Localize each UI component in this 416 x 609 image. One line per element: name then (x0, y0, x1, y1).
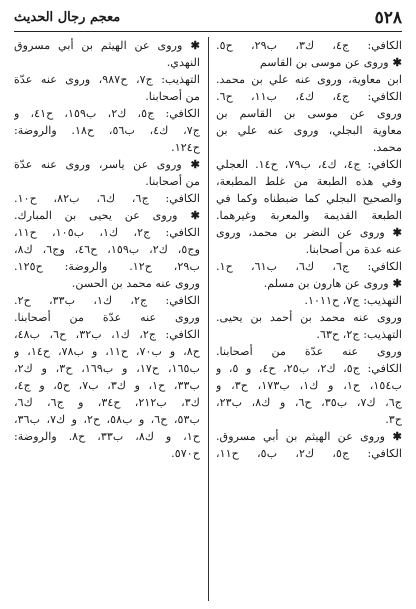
text-line (216, 445, 402, 462)
bullet-icon: ✱ (384, 225, 402, 239)
bullet-icon: ✱ (177, 208, 200, 222)
text-line (14, 292, 200, 309)
line-text: التهذيب: ج٧، ح١٠١١. (304, 294, 402, 307)
line-text: وج٥، ك٢، ب١٥٩، ح٤٦، وج٦، ك٨، (14, 243, 200, 256)
text-line (14, 190, 200, 207)
text-line (216, 428, 402, 445)
line-text: وروى عنه محمد بن أحمد بن يحيى. (216, 311, 402, 324)
line-text: وروى عنه محمد بن الحسن. (71, 277, 200, 290)
line-text: عنه عدة من أصحابنا. (305, 243, 402, 256)
text-line (14, 309, 200, 326)
line-text: الكافي: ج٢، ك١، ب٣٢، ح٦، ب٤٨، (14, 328, 200, 341)
line-text: الكافي: ج٦، ك٦، ب٨٢، ح١٠. (14, 192, 200, 205)
text-line (14, 71, 200, 88)
left-column (14, 37, 200, 462)
line-text: الكافي: ج٤، ك٣، ب٢٩، ح٥. (216, 39, 402, 52)
page-header (14, 8, 402, 30)
text-line (216, 54, 402, 71)
line-text: ك٣، ب٢١٢، ح٣٤، و ج٦، ك٦، (14, 396, 200, 409)
text-line (14, 54, 200, 71)
line-text: وروى عن هارون بن مسلم. (263, 277, 389, 290)
text-line (216, 224, 402, 241)
right-column (216, 37, 402, 462)
text-line (14, 105, 200, 122)
text-line (14, 343, 200, 360)
line-text: ح١، و ك٨، ب٣٣، ح٨. والروضة: (14, 430, 200, 443)
text-line (14, 122, 200, 139)
line-text: ب١٦٥، ح١٧، و ب١٦٩، ح٣، و ك٢، (14, 362, 200, 375)
line-text: الكافي: ج٤، ك٤، ب١١، ح٦. (216, 90, 402, 103)
text-line (14, 139, 200, 156)
line-text: وروى عن يحيى بن المبارك. (14, 209, 178, 222)
text-line (14, 275, 200, 292)
text-line (14, 377, 200, 394)
text-line (216, 309, 402, 326)
text-line (14, 156, 200, 173)
text-line (14, 445, 200, 462)
text-line (216, 326, 402, 343)
line-text: النهدي. (166, 56, 200, 69)
line-text: والصحيح البجلي كما ضبطناه وكما في (216, 192, 402, 205)
text-line (14, 37, 200, 54)
text-line (216, 275, 402, 292)
text-line (14, 411, 200, 428)
text-line (216, 377, 402, 394)
line-text: ح٨، و ب٧٠، ح١١، و ب٧٨، ح١٤، و (14, 345, 200, 358)
line-text: وروى عن موسى بن القاسم بن (216, 107, 402, 120)
column-divider (208, 37, 209, 601)
text-line (216, 37, 402, 54)
line-text: ج٦، ك٧، ب٣٥، ح٦، و ك٨، ب٢٣، (216, 396, 402, 409)
line-text: الكافي: ج٥، ك٢، ب٥، ح١١، (216, 447, 402, 460)
text-line (14, 173, 200, 190)
text-line (216, 411, 402, 428)
line-text: وروى عن ياسر، وروى عنه عدّة (14, 158, 182, 171)
text-line (216, 207, 402, 224)
line-text: وروى عنه عدّة من أصحابنا. (216, 345, 402, 358)
line-text: وروى عن الهيثم بن أبي مسروق. (216, 430, 386, 443)
line-text: التهذيب: ج٧، ح٩٨٧، وروى عنه عدّة (14, 73, 200, 86)
text-line (216, 241, 402, 258)
text-line (216, 122, 402, 139)
text-line (216, 292, 402, 309)
line-text: ب١٥٤، ح١، و ك١، ب١٧٣، ح٣، و (216, 379, 402, 392)
line-text: التهذيب: ج٢، ح٦٣. (316, 328, 402, 341)
bullet-icon: ✱ (388, 276, 402, 290)
line-text: الكافي: ج٤، ك٤، ب٧٩، ح١٤. العجلي (216, 158, 402, 171)
text-line (14, 224, 200, 241)
text-line (14, 88, 200, 105)
line-text: ح١٢٤. (171, 141, 200, 154)
line-text: ح٣. (385, 413, 402, 426)
line-text: وروى عن الهيثم بن أبي مسروق (14, 39, 183, 52)
text-line (216, 258, 402, 275)
line-text: من أصحابنا. (145, 175, 200, 188)
line-text: الطبعة القديمة والمعربة وغيرهما. (216, 209, 402, 222)
line-text: ب٥٣، ح٦، و ب٥٨، ح٢، و ك٧، ب٣٦، (14, 413, 200, 426)
text-line (14, 360, 200, 377)
line-text: ج٧، ك٤، ب٥٦، ح١٨. والروضة: (14, 124, 200, 137)
text-line (14, 394, 200, 411)
line-text: الكافي: ج٢، ك١، ب٣٣، ح٢. (14, 294, 200, 307)
text-line (216, 71, 402, 88)
line-text: الكافي: ج٥، ك٢، ب١٥٩، ح٤١، و (14, 107, 200, 120)
line-text: ب٢٩، ح١٢. والروضة: ح١٢٥. (14, 260, 200, 273)
text-line (216, 343, 402, 360)
text-line (216, 360, 402, 377)
text-line (14, 241, 200, 258)
text-line (216, 173, 402, 190)
header-rule (14, 31, 402, 32)
page-number: ٥٢٨ (374, 8, 402, 28)
bullet-icon: ✱ (182, 38, 200, 52)
line-text: وروى عنه عدّة من أصحابنا. (14, 311, 200, 324)
text-line (216, 156, 402, 173)
line-text: ابن معاوية، وروى عنه علي بن محمد. (216, 73, 402, 86)
line-text: ب٣٣، ح١، و ك٣، ب٧، ح٥، و ج٤، (14, 379, 200, 392)
line-text: من أصحابنا. (145, 90, 200, 103)
line-text: محمد. (372, 141, 402, 154)
running-title: معجم رجال الحديث (14, 10, 121, 25)
line-text: وفي هذه الطبعة من غلط المطبعة، (216, 175, 402, 188)
text-line (14, 258, 200, 275)
line-text: معاوية البجلي، وروى عنه علي بن (216, 124, 402, 137)
bullet-icon: ✱ (181, 157, 200, 171)
text-line (14, 326, 200, 343)
line-text: الكافي: ج٦، ك٦، ب٦١، ح١. (216, 260, 402, 273)
text-line (216, 190, 402, 207)
text-line (14, 207, 200, 224)
text-line (216, 88, 402, 105)
line-text: وروى عن موسى بن القاسم (259, 56, 389, 69)
line-text: ح٥٧٠. (171, 447, 200, 460)
bullet-icon: ✱ (385, 429, 402, 443)
text-line (216, 394, 402, 411)
text-line (216, 105, 402, 122)
text-line (14, 428, 200, 445)
bullet-icon: ✱ (388, 55, 402, 69)
line-text: الكافي: ج٢، ك١، ب١٠٥، ح١١، (14, 226, 200, 239)
line-text: وروى عن النضر بن محمد، وروى (216, 226, 385, 239)
line-text: الكافي: ج٥، ك٢، ب٢٥، ح٤، و ٥، و (216, 362, 402, 375)
text-line (216, 139, 402, 156)
